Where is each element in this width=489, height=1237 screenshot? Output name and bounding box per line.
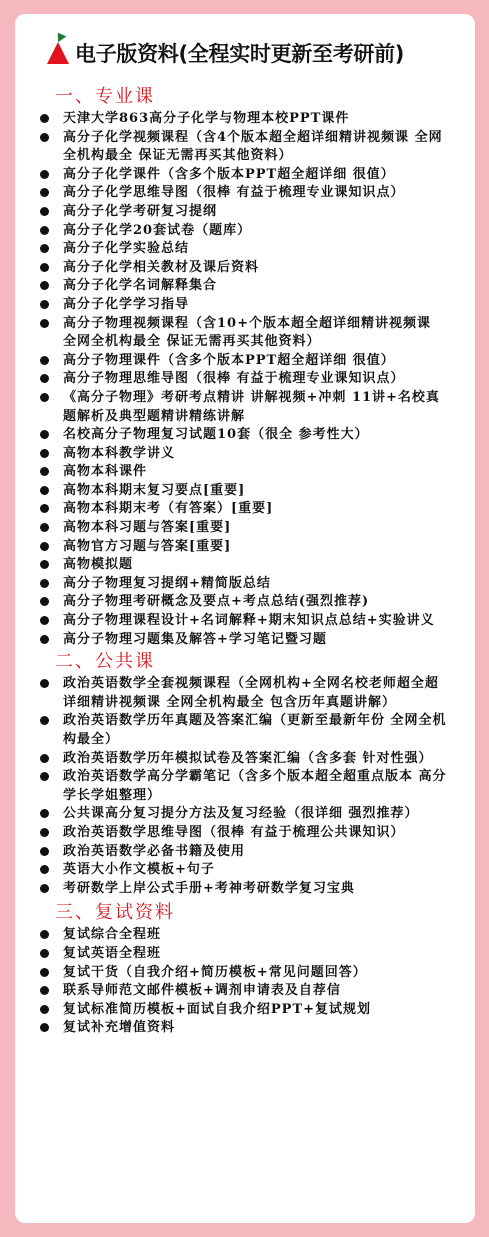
bullet-icon [40, 207, 49, 216]
item-list [31, 926, 459, 1038]
bullet-icon [40, 560, 49, 569]
list-item [31, 556, 459, 575]
page-title: 电子版资料(全程实时更新至考研前) [75, 42, 405, 66]
bullet-icon [40, 114, 49, 123]
list-item [31, 482, 459, 501]
list-item [31, 712, 459, 749]
bullet-icon [40, 319, 49, 328]
bullet-icon [40, 133, 49, 142]
list-item-text: 联系导师范文邮件模板+调剂申请表及自荐信 [63, 983, 341, 999]
list-item-text: 政治英语数学全套视频课程（全网机构+全网名校老师超全超详细精讲视频课 全网全机构最全 包含历年真题讲解） [63, 676, 439, 710]
section-title: 一、专业课 [55, 86, 155, 107]
list-item-text: 高分子物理视频课程（含10+个版本超全超详细精讲视频课 全网全机构最全 保证无需再买其他资料） [63, 315, 431, 350]
bullet-icon [40, 949, 49, 958]
list-item [31, 315, 459, 352]
bullet-icon [40, 579, 49, 588]
list-item-text: 英语大小作文模板+句子 [63, 862, 215, 878]
list-item [31, 538, 459, 557]
list-item-text: 高分子化学视频课程（含4个版本超全超详细精讲视频课 全网全机构最全 保证无需再买其他资料） [63, 129, 443, 164]
list-item-text: 复试英语全程班 [63, 945, 162, 961]
list-item [31, 843, 459, 862]
list-item [31, 861, 459, 880]
list-item [31, 750, 459, 769]
list-item [31, 445, 459, 464]
list-item-text: 高物本科教学讲义 [63, 445, 176, 461]
bullet-icon [40, 986, 49, 995]
sections-container [31, 86, 459, 1038]
list-item [31, 768, 459, 805]
list-item [31, 426, 459, 445]
list-item-text: 政治英语数学思维导图（很棒 有益于梳理公共课知识） [63, 824, 405, 840]
list-item-text: 高分子物理课程设计+名词解释+期末知识点总结+实验讲义 [63, 613, 435, 629]
list-item-text: 天津大学863高分子化学与物理本校PPT课件 [63, 111, 350, 126]
list-item [31, 500, 459, 519]
bullet-icon [40, 374, 49, 383]
list-item-text: 高物本科课件 [63, 464, 148, 480]
list-item [31, 982, 459, 1001]
bullet-icon [40, 504, 49, 513]
list-item [31, 370, 459, 389]
list-item [31, 675, 459, 712]
list-item-text: 高分子化学相关教材及课后资料 [63, 259, 260, 275]
bullet-icon [40, 930, 49, 939]
list-item-text: 政治英语数学高分学霸笔记（含多个版本超全超重点版本 高分学长学姐整理） [63, 769, 447, 803]
bullet-icon [40, 828, 49, 837]
list-item-text: 高分子化学考研复习提纲 [63, 203, 218, 219]
bullet-icon [40, 244, 49, 253]
list-item [31, 945, 459, 964]
bullet-icon [40, 635, 49, 644]
list-item-text: 高物本科期末考（有答案）[重要] [63, 501, 274, 517]
list-item-text: 高分子化学学习指导 [63, 296, 190, 312]
list-item [31, 463, 459, 482]
list-item-text: 高分子化学实验总结 [63, 241, 190, 257]
bullet-icon [40, 847, 49, 856]
bullet-icon [40, 523, 49, 532]
bullet-icon [40, 226, 49, 235]
list-item [31, 964, 459, 983]
list-item-text: 复试综合全程班 [63, 927, 162, 943]
section-title: 三、复试资料 [55, 902, 175, 924]
list-item-text: 高分子物理课件（含多个版本PPT超全超详细 很值） [63, 352, 395, 368]
bullet-icon [40, 281, 49, 290]
bullet-icon [40, 1005, 49, 1014]
list-item [31, 519, 459, 538]
list-item [31, 824, 459, 843]
list-item-text: 高分子化学思维导图（很棒 有益于梳理专业课知识点） [63, 185, 405, 201]
bullet-icon [40, 542, 49, 551]
list-item [31, 240, 459, 259]
list-item [31, 593, 459, 612]
list-item [31, 259, 459, 278]
list-item [31, 222, 459, 241]
bullet-icon [40, 716, 49, 725]
list-item [31, 1019, 459, 1038]
list-item-text: 高分子物理思维导图（很棒 有益于梳理专业课知识点） [63, 371, 405, 387]
content-card [15, 14, 475, 1223]
list-item-text: 政治英语数学历年真题及答案汇编（更新至最新年份 全网全机构最全） [63, 713, 447, 747]
list-item-text: 高分子化学20套试卷（题库） [63, 222, 252, 238]
bullet-icon [40, 597, 49, 606]
flag-icon [54, 30, 67, 42]
bullet-icon [40, 300, 49, 309]
bullet-icon [40, 865, 49, 874]
list-item [31, 926, 459, 945]
list-item-text: 名校高分子物理复习试题10套（很全 参考性大） [63, 427, 369, 443]
list-item [31, 110, 459, 129]
bullet-icon [40, 679, 49, 688]
warning-triangle-icon [47, 42, 69, 64]
list-item [31, 129, 459, 166]
list-item [31, 352, 459, 371]
bullet-icon [40, 1023, 49, 1032]
list-item [31, 184, 459, 203]
bullet-icon [40, 968, 49, 977]
list-item [31, 166, 459, 185]
list-item [31, 389, 459, 426]
bullet-icon [40, 809, 49, 818]
bullet-icon [40, 170, 49, 179]
list-item-text: 复试标准简历模板+面试自我介绍PPT+复试规划 [63, 1001, 372, 1017]
list-item-text: 高分子化学名词解释集合 [63, 278, 218, 294]
item-list [31, 110, 459, 649]
list-item-text: 高分子物理考研概念及要点+考点总结(强烈推荐) [63, 594, 370, 610]
list-item [31, 1001, 459, 1020]
bullet-icon [40, 356, 49, 365]
list-item-text: 高分子化学课件（含多个版本PPT超全超详细 很值） [63, 166, 395, 182]
bullet-icon [40, 449, 49, 458]
list-item-text: 高物官方习题与答案[重要] [63, 538, 232, 554]
bullet-icon [40, 467, 49, 476]
bullet-icon [40, 616, 49, 625]
list-item-text: 复试补充增值资料 [63, 1020, 176, 1036]
list-item [31, 575, 459, 594]
list-item [31, 805, 459, 824]
list-item-text: 政治英语数学历年模拟试卷及答案汇编（含多套 针对性强） [63, 750, 433, 766]
list-item-text: 高物本科习题与答案[重要] [63, 520, 232, 536]
list-item-text: 考研数学上岸公式手册+考神考研数学复习宝典 [63, 880, 355, 896]
list-item-text: 高分子物理习题集及解答+学习笔记暨习题 [63, 631, 327, 647]
list-item-text: 高物模拟题 [63, 557, 134, 573]
bullet-icon [40, 772, 49, 781]
bullet-icon [40, 430, 49, 439]
list-item [31, 880, 459, 899]
list-item [31, 203, 459, 222]
section-title: 二、公共课 [55, 651, 155, 673]
list-item-text: 高物本科期末复习要点[重要] [63, 482, 246, 498]
bullet-icon [40, 486, 49, 495]
list-item [31, 631, 459, 650]
bullet-icon [40, 263, 49, 272]
header [45, 36, 459, 76]
list-item-text: 复试干货（自我介绍+简历模板+常见问题回答） [63, 964, 367, 980]
list-item-text: 公共课高分复习提分方法及复习经验（很详细 强烈推荐） [63, 806, 419, 822]
list-item [31, 612, 459, 631]
item-list [31, 675, 459, 898]
list-item [31, 296, 459, 315]
list-item-text: 《高分子物理》考研考点精讲 讲解视频+冲刺 11讲+名校真题解析及典型题精讲精练讲解 [63, 389, 440, 424]
list-item-text: 政治英语数学必备书籍及使用 [63, 843, 246, 859]
bullet-icon [40, 884, 49, 893]
bullet-icon [40, 393, 49, 402]
bullet-icon [40, 754, 49, 763]
bullet-icon [40, 188, 49, 197]
list-item-text: 高分子物理复习提纲+精简版总结 [63, 575, 271, 591]
list-item [31, 277, 459, 296]
